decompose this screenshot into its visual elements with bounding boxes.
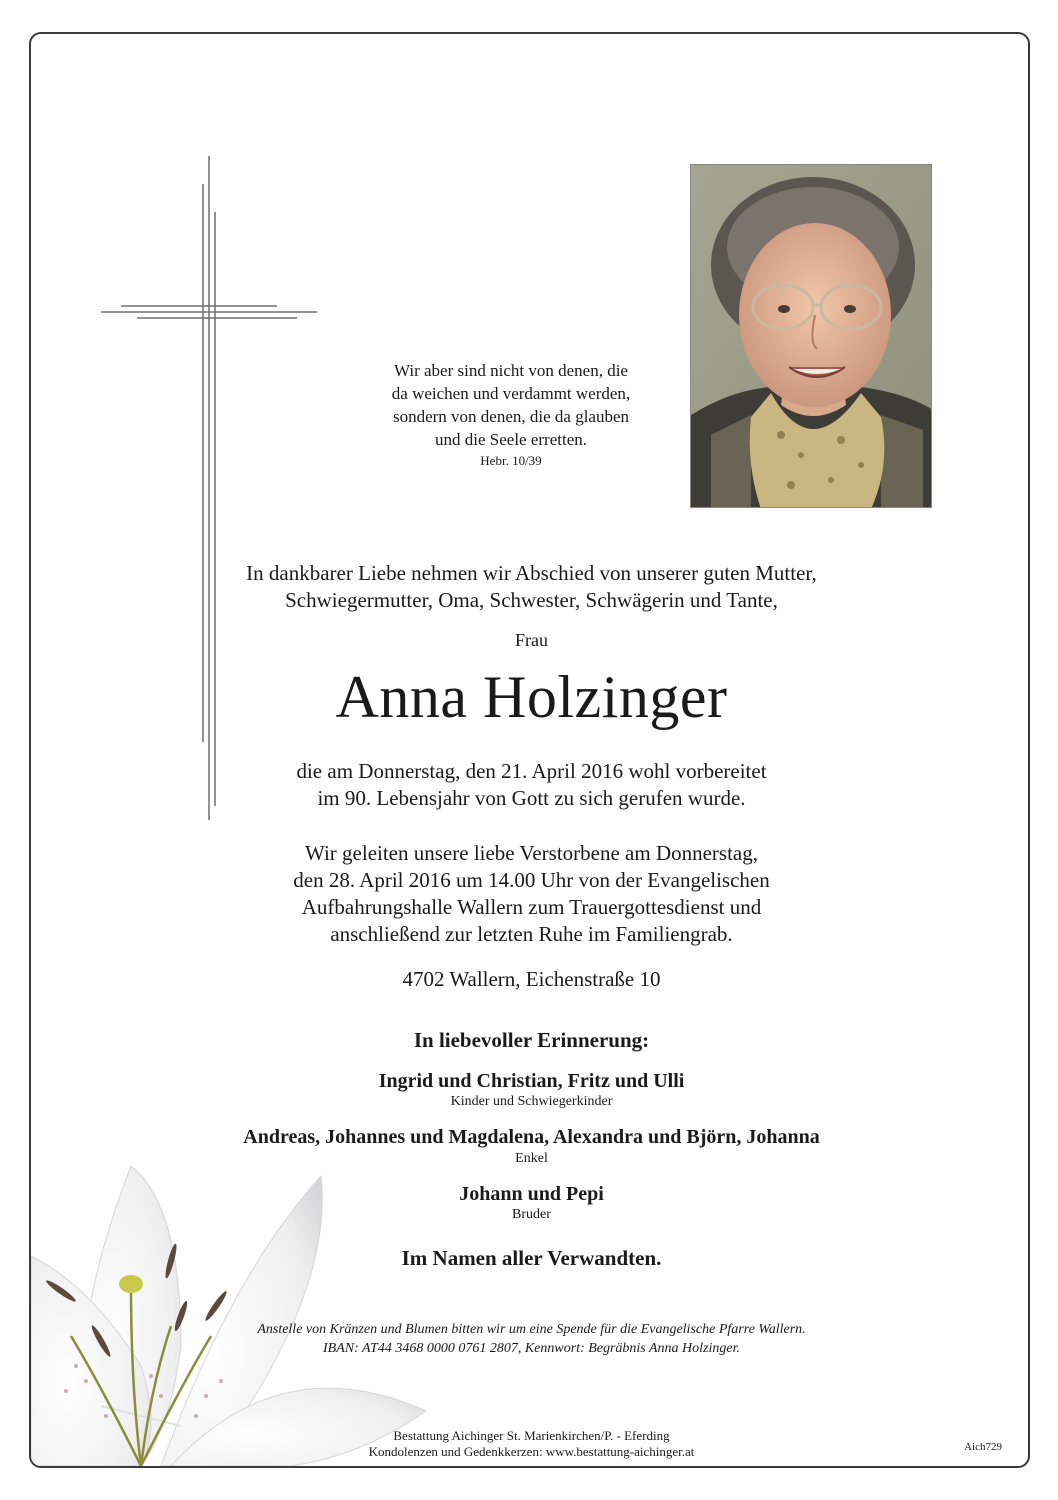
mourner-names: Ingrid und Christian, Fritz und Ulli xyxy=(378,1070,685,1092)
reference-code: Aich729 xyxy=(964,1441,1002,1453)
address: 4702 Wallern, Eichenstraße 10 xyxy=(402,967,661,991)
undertaker-info xyxy=(31,1428,1030,1460)
closing-line: Im Namen aller Verwandten. xyxy=(401,1246,662,1270)
funeral-line: Wir geleiten unsere liebe Verstorbene am Donnerstag, xyxy=(304,841,759,865)
honorific: Frau xyxy=(515,630,548,650)
mourner-role: Bruder xyxy=(512,1207,551,1222)
memory-heading: In liebevoller Erinnerung: xyxy=(413,1028,650,1052)
deceased-name: Anna Holzinger xyxy=(335,664,728,730)
intro-line: In dankbarer Liebe nehmen wir Abschied von unserer guten Mutter, xyxy=(246,561,817,585)
donation-line: Anstelle von Kränzen und Blumen bitten wir um eine Spende für die Evangelische Pfarre Wallern. xyxy=(257,1322,806,1337)
mourner-role: Enkel xyxy=(515,1151,548,1166)
undertaker-line: Bestattung Aichinger St. Marienkirchen/P. - Eferding xyxy=(393,1428,670,1443)
undertaker-website: Kondolenzen und Gedenkkerzen: www.bestattung-aichinger.at xyxy=(368,1444,695,1459)
verse-reference: Hebr. 10/39 xyxy=(480,453,542,468)
mourner-names: Andreas, Johannes und Magdalena, Alexandra und Björn, Johanna xyxy=(243,1126,820,1148)
lily-flower-icon xyxy=(31,1166,451,1466)
death-line: im 90. Lebensjahr von Gott zu sich gerufen wurde. xyxy=(317,786,746,810)
portrait-photo xyxy=(690,164,932,508)
funeral-line: den 28. April 2016 um 14.00 Uhr von der Evangelischen xyxy=(293,868,770,892)
donation-request xyxy=(31,1320,1030,1358)
intro-line: Schwiegermutter, Oma, Schwester, Schwägerin und Tante, xyxy=(285,588,778,612)
verse-line: Wir aber sind nicht von denen, die xyxy=(394,361,628,380)
funeral-line: anschließend zur letzten Ruhe im Familiengrab. xyxy=(330,922,733,946)
verse-line: und die Seele erretten. xyxy=(435,430,587,449)
intro-text xyxy=(31,560,1030,614)
obituary-card xyxy=(29,32,1030,1468)
mourner-role: Kinder und Schwiegerkinder xyxy=(450,1094,613,1109)
donation-line: IBAN: AT44 3468 0000 0761 2807, Kennwort: Begräbnis Anna Holzinger. xyxy=(322,1341,741,1356)
verse-line: sondern von denen, die da glauben xyxy=(392,407,630,426)
verse-line: da weichen und verdammt werden, xyxy=(391,384,631,403)
bible-verse xyxy=(351,359,671,451)
funeral-details xyxy=(31,840,1030,948)
mourner-names: Johann und Pepi xyxy=(459,1183,604,1205)
death-line: die am Donnerstag, den 21. April 2016 wohl vorbereitet xyxy=(296,759,767,783)
death-notice xyxy=(31,758,1030,812)
funeral-line: Aufbahrungshalle Wallern zum Trauergottesdienst und xyxy=(301,895,762,919)
